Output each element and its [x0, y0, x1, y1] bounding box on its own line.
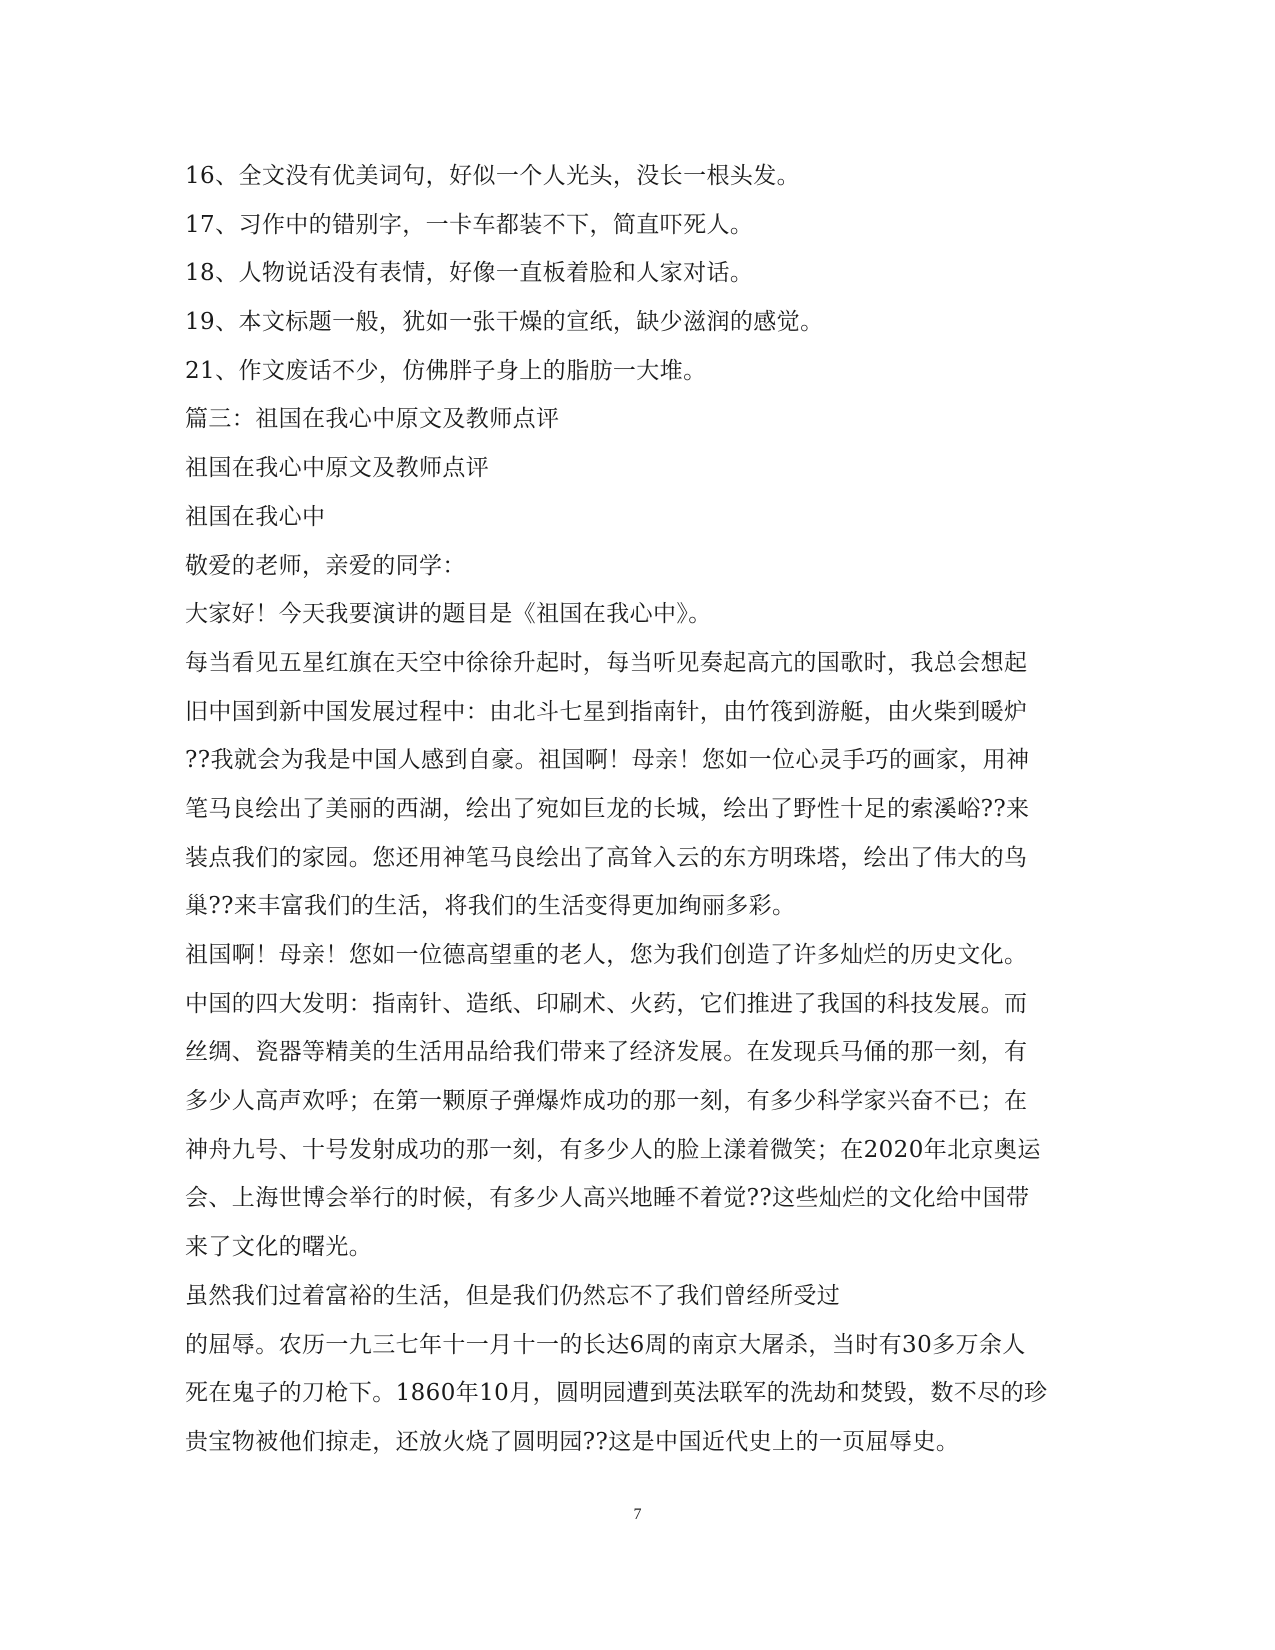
text-line: 巢??来丰富我们的生活，将我们的生活变得更加绚丽多彩。	[185, 893, 796, 920]
text-line: 死在鬼子的刀枪下。1860年10月，圆明园遭到英法联军的洗劫和焚毁，数不尽的珍	[185, 1380, 1048, 1407]
text-line: 17、习作中的错别字，一卡车都装不下，简直吓死人。	[185, 211, 754, 238]
text-line: 装点我们的家园。您还用神笔马良绘出了高耸入云的东方明珠塔，绘出了伟大的鸟	[185, 844, 1028, 871]
text-line: 大家好！今天我要演讲的题目是《祖国在我心中》。	[185, 601, 712, 628]
text-line: 18、人物说话没有表情，好像一直板着脸和人家对话。	[185, 260, 754, 287]
text-line: 16、全文没有优美词句，好似一个人光头，没长一根头发。	[185, 163, 801, 189]
text-line: 每当看见五星红旗在天空中徐徐升起时，每当听见奏起高亢的国歌时，我总会想起	[185, 649, 1028, 676]
text-line: 19、本文标题一般，犹如一张干燥的宣纸，缺少滋润的感觉。	[185, 309, 824, 336]
salutation: 敬爱的老师，亲爱的同学：	[185, 552, 466, 579]
text-line: ??我就会为我是中国人感到自豪。祖国啊！母亲！您如一位心灵手巧的画家，用神	[185, 747, 1030, 774]
text-line: 21、作文废话不少，仿佛胖子身上的脂肪一大堆。	[185, 357, 707, 384]
text-line: 贵宝物被他们掠走，还放火烧了圆明园??这是中国近代史上的一页屈辱史。	[185, 1428, 960, 1455]
text-line: 会、上海世博会举行的时候，有多少人高兴地睡不着觉??这些灿烂的文化给中国带	[185, 1185, 1030, 1212]
body-text	[185, 152, 1095, 1467]
text-line: 的屈辱。农历一九三七年十一月十一的长达6周的南京大屠杀，当时有30多万余人	[185, 1331, 1026, 1358]
text-line: 丝绸、瓷器等精美的生活用品给我们带来了经济发展。在发现兵马俑的那一刻，有	[185, 1039, 1028, 1066]
text-line: 神舟九号、十号发射成功的那一刻，有多少人的脸上漾着微笑；在2020年北京奥运	[185, 1136, 1041, 1163]
text-line: 祖国啊！母亲！您如一位德高望重的老人，您为我们创造了许多灿烂的历史文化。	[185, 942, 1028, 968]
text-line: 旧中国到新中国发展过程中：由北斗七星到指南针，由竹筏到游艇，由火柴到暖炉	[185, 698, 1028, 725]
article-title: 祖国在我心中原文及教师点评	[185, 455, 490, 482]
text-line: 笔马良绘出了美丽的西湖，绘出了宛如巨龙的长城，绘出了野性十足的索溪峪??来	[185, 795, 1030, 822]
speech-title: 祖国在我心中	[185, 503, 326, 530]
section-heading: 篇三：祖国在我心中原文及教师点评	[185, 406, 560, 433]
text-line: 中国的四大发明：指南针、造纸、印刷术、火药，它们推进了我国的科技发展。而	[185, 990, 1028, 1017]
text-line: 来了文化的曙光。	[185, 1234, 373, 1261]
text-line: 多少人高声欢呼；在第一颗原子弹爆炸成功的那一刻，有多少科学家兴奋不已；在	[185, 1088, 1028, 1115]
page-number: 7	[633, 1506, 642, 1523]
text-line: 虽然我们过着富裕的生活，但是我们仍然忘不了我们曾经所受过	[185, 1282, 841, 1309]
